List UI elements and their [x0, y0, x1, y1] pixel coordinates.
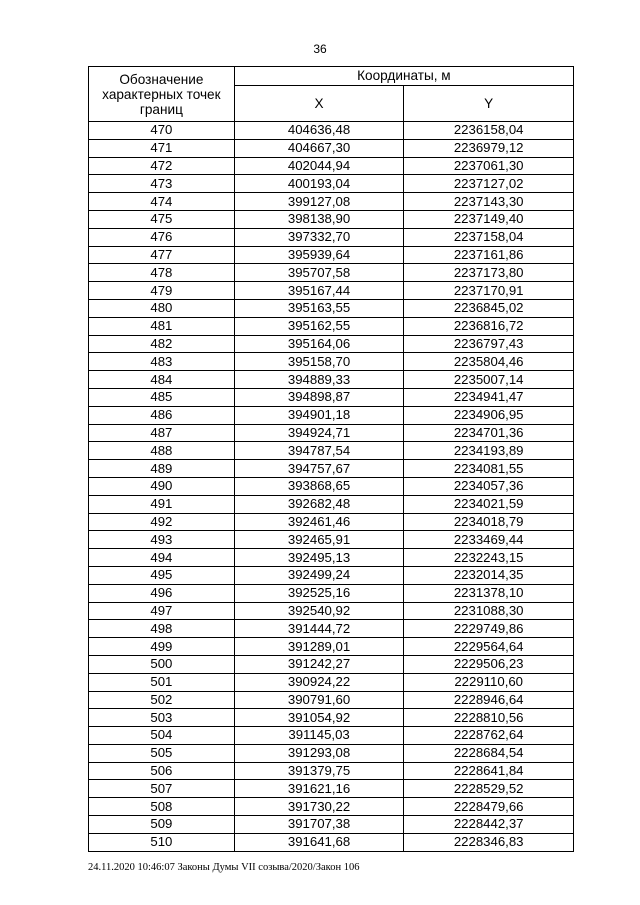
x-coordinate-cell: 393868,65 — [234, 477, 404, 495]
x-coordinate-cell: 394757,67 — [234, 460, 404, 478]
y-coordinate-cell: 2234057,36 — [404, 477, 574, 495]
table-row — [89, 762, 574, 780]
y-coordinate-cell: 2237158,04 — [404, 228, 574, 246]
x-coordinate-cell: 395158,70 — [234, 353, 404, 371]
x-coordinate-cell: 391145,03 — [234, 727, 404, 745]
table-row — [89, 513, 574, 531]
table-body — [89, 122, 574, 852]
document-footer: 24.11.2020 10:46:07 Законы Думы VII созыва/2020/Закон 106 — [88, 862, 360, 873]
point-number-cell: 474 — [89, 193, 235, 211]
point-number-cell: 478 — [89, 264, 235, 282]
table-row — [89, 602, 574, 620]
y-coordinate-cell: 2228479,66 — [404, 798, 574, 816]
point-number-cell: 475 — [89, 210, 235, 228]
table-row — [89, 620, 574, 638]
y-coordinate-cell: 2236816,72 — [404, 317, 574, 335]
table-row — [89, 299, 574, 317]
point-number-cell: 472 — [89, 157, 235, 175]
y-coordinate-cell: 2236158,04 — [404, 122, 574, 140]
y-coordinate-cell: 2229749,86 — [404, 620, 574, 638]
y-coordinate-cell: 2228641,84 — [404, 762, 574, 780]
table-row — [89, 335, 574, 353]
y-coordinate-cell: 2237127,02 — [404, 175, 574, 193]
y-coordinate-cell: 2237143,30 — [404, 193, 574, 211]
header-y: Y — [404, 86, 574, 122]
x-coordinate-cell: 394924,71 — [234, 424, 404, 442]
x-coordinate-cell: 390924,22 — [234, 673, 404, 691]
x-coordinate-cell: 391293,08 — [234, 744, 404, 762]
y-coordinate-cell: 2236797,43 — [404, 335, 574, 353]
table-row — [89, 549, 574, 567]
x-coordinate-cell: 394787,54 — [234, 442, 404, 460]
y-coordinate-cell: 2234193,89 — [404, 442, 574, 460]
x-coordinate-cell: 391379,75 — [234, 762, 404, 780]
y-coordinate-cell: 2233469,44 — [404, 531, 574, 549]
table-row — [89, 744, 574, 762]
point-number-cell: 487 — [89, 424, 235, 442]
point-number-cell: 476 — [89, 228, 235, 246]
point-number-cell: 499 — [89, 638, 235, 656]
x-coordinate-cell: 392495,13 — [234, 549, 404, 567]
table-row — [89, 531, 574, 549]
y-coordinate-cell: 2229110,60 — [404, 673, 574, 691]
point-number-cell: 495 — [89, 566, 235, 584]
point-number-cell: 473 — [89, 175, 235, 193]
point-number-cell: 505 — [89, 744, 235, 762]
point-number-cell: 500 — [89, 655, 235, 673]
x-coordinate-cell: 391707,38 — [234, 816, 404, 834]
y-coordinate-cell: 2237173,80 — [404, 264, 574, 282]
x-coordinate-cell: 390791,60 — [234, 691, 404, 709]
x-coordinate-cell: 394901,18 — [234, 406, 404, 424]
x-coordinate-cell: 404667,30 — [234, 139, 404, 157]
table-row — [89, 175, 574, 193]
x-coordinate-cell: 395162,55 — [234, 317, 404, 335]
x-coordinate-cell: 399127,08 — [234, 193, 404, 211]
table-row — [89, 798, 574, 816]
point-number-cell: 483 — [89, 353, 235, 371]
table-row — [89, 584, 574, 602]
table-row — [89, 816, 574, 834]
y-coordinate-cell: 2237149,40 — [404, 210, 574, 228]
table-row — [89, 709, 574, 727]
table-row — [89, 317, 574, 335]
point-number-cell: 494 — [89, 549, 235, 567]
table-row — [89, 228, 574, 246]
y-coordinate-cell: 2234021,59 — [404, 495, 574, 513]
y-coordinate-cell: 2231088,30 — [404, 602, 574, 620]
point-number-cell: 486 — [89, 406, 235, 424]
table-row — [89, 193, 574, 211]
table-row — [89, 673, 574, 691]
y-coordinate-cell: 2236979,12 — [404, 139, 574, 157]
point-number-cell: 503 — [89, 709, 235, 727]
point-number-cell: 498 — [89, 620, 235, 638]
x-coordinate-cell: 392525,16 — [234, 584, 404, 602]
table-row — [89, 424, 574, 442]
x-coordinate-cell: 397332,70 — [234, 228, 404, 246]
table-row — [89, 638, 574, 656]
point-number-cell: 504 — [89, 727, 235, 745]
point-number-cell: 492 — [89, 513, 235, 531]
table-row — [89, 406, 574, 424]
table-row — [89, 780, 574, 798]
table-row — [89, 727, 574, 745]
point-number-cell: 489 — [89, 460, 235, 478]
coordinates-table — [88, 66, 574, 852]
y-coordinate-cell: 2236845,02 — [404, 299, 574, 317]
y-coordinate-cell: 2228442,37 — [404, 816, 574, 834]
y-coordinate-cell: 2234701,36 — [404, 424, 574, 442]
y-coordinate-cell: 2228946,64 — [404, 691, 574, 709]
x-coordinate-cell: 392499,24 — [234, 566, 404, 584]
point-number-cell: 490 — [89, 477, 235, 495]
point-number-cell: 497 — [89, 602, 235, 620]
table-row — [89, 371, 574, 389]
table-row — [89, 460, 574, 478]
point-number-cell: 508 — [89, 798, 235, 816]
point-number-cell: 471 — [89, 139, 235, 157]
point-number-cell: 501 — [89, 673, 235, 691]
x-coordinate-cell: 391444,72 — [234, 620, 404, 638]
point-number-cell: 493 — [89, 531, 235, 549]
table-row — [89, 139, 574, 157]
point-number-cell: 485 — [89, 388, 235, 406]
table-row — [89, 157, 574, 175]
x-coordinate-cell: 404636,48 — [234, 122, 404, 140]
x-coordinate-cell: 391289,01 — [234, 638, 404, 656]
y-coordinate-cell: 2228810,56 — [404, 709, 574, 727]
table-row — [89, 353, 574, 371]
point-number-cell: 502 — [89, 691, 235, 709]
x-coordinate-cell: 391054,92 — [234, 709, 404, 727]
x-coordinate-cell: 394898,87 — [234, 388, 404, 406]
x-coordinate-cell: 395939,64 — [234, 246, 404, 264]
table-row — [89, 566, 574, 584]
table-row — [89, 122, 574, 140]
x-coordinate-cell: 392465,91 — [234, 531, 404, 549]
point-number-cell: 507 — [89, 780, 235, 798]
header-point-designation: Обозначение характерных точек границ — [89, 67, 235, 122]
y-coordinate-cell: 2237161,86 — [404, 246, 574, 264]
y-coordinate-cell: 2228529,52 — [404, 780, 574, 798]
header-coordinates: Координаты, м — [234, 67, 573, 86]
point-number-cell: 488 — [89, 442, 235, 460]
table-row — [89, 388, 574, 406]
y-coordinate-cell: 2234941,47 — [404, 388, 574, 406]
table-header — [89, 67, 574, 122]
y-coordinate-cell: 2234906,95 — [404, 406, 574, 424]
x-coordinate-cell: 398138,90 — [234, 210, 404, 228]
point-number-cell: 496 — [89, 584, 235, 602]
point-number-cell: 480 — [89, 299, 235, 317]
table-row — [89, 691, 574, 709]
x-coordinate-cell: 395167,44 — [234, 282, 404, 300]
x-coordinate-cell: 395164,06 — [234, 335, 404, 353]
x-coordinate-cell: 395707,58 — [234, 264, 404, 282]
point-number-cell: 479 — [89, 282, 235, 300]
y-coordinate-cell: 2234018,79 — [404, 513, 574, 531]
point-number-cell: 484 — [89, 371, 235, 389]
x-coordinate-cell: 391641,68 — [234, 833, 404, 851]
x-coordinate-cell: 392461,46 — [234, 513, 404, 531]
table-row — [89, 477, 574, 495]
table-row — [89, 655, 574, 673]
point-number-cell: 482 — [89, 335, 235, 353]
x-coordinate-cell: 391730,22 — [234, 798, 404, 816]
y-coordinate-cell: 2231378,10 — [404, 584, 574, 602]
x-coordinate-cell: 400193,04 — [234, 175, 404, 193]
point-number-cell: 506 — [89, 762, 235, 780]
y-coordinate-cell: 2228762,64 — [404, 727, 574, 745]
table-row — [89, 833, 574, 851]
y-coordinate-cell: 2234081,55 — [404, 460, 574, 478]
y-coordinate-cell: 2232014,35 — [404, 566, 574, 584]
x-coordinate-cell: 395163,55 — [234, 299, 404, 317]
table-row — [89, 264, 574, 282]
x-coordinate-cell: 402044,94 — [234, 157, 404, 175]
header-x: X — [234, 86, 404, 122]
point-number-cell: 470 — [89, 122, 235, 140]
table-row — [89, 442, 574, 460]
table-row — [89, 282, 574, 300]
table-row — [89, 495, 574, 513]
y-coordinate-cell: 2237061,30 — [404, 157, 574, 175]
y-coordinate-cell: 2228346,83 — [404, 833, 574, 851]
y-coordinate-cell: 2235007,14 — [404, 371, 574, 389]
y-coordinate-cell: 2229564,64 — [404, 638, 574, 656]
x-coordinate-cell: 391621,16 — [234, 780, 404, 798]
y-coordinate-cell: 2232243,15 — [404, 549, 574, 567]
y-coordinate-cell: 2235804,46 — [404, 353, 574, 371]
y-coordinate-cell: 2228684,54 — [404, 744, 574, 762]
page-number: 36 — [313, 42, 327, 56]
point-number-cell: 481 — [89, 317, 235, 335]
point-number-cell: 477 — [89, 246, 235, 264]
table-row — [89, 210, 574, 228]
y-coordinate-cell: 2237170,91 — [404, 282, 574, 300]
x-coordinate-cell: 394889,33 — [234, 371, 404, 389]
x-coordinate-cell: 392682,48 — [234, 495, 404, 513]
x-coordinate-cell: 392540,92 — [234, 602, 404, 620]
x-coordinate-cell: 391242,27 — [234, 655, 404, 673]
point-number-cell: 509 — [89, 816, 235, 834]
table-row — [89, 246, 574, 264]
y-coordinate-cell: 2229506,23 — [404, 655, 574, 673]
point-number-cell: 510 — [89, 833, 235, 851]
point-number-cell: 491 — [89, 495, 235, 513]
